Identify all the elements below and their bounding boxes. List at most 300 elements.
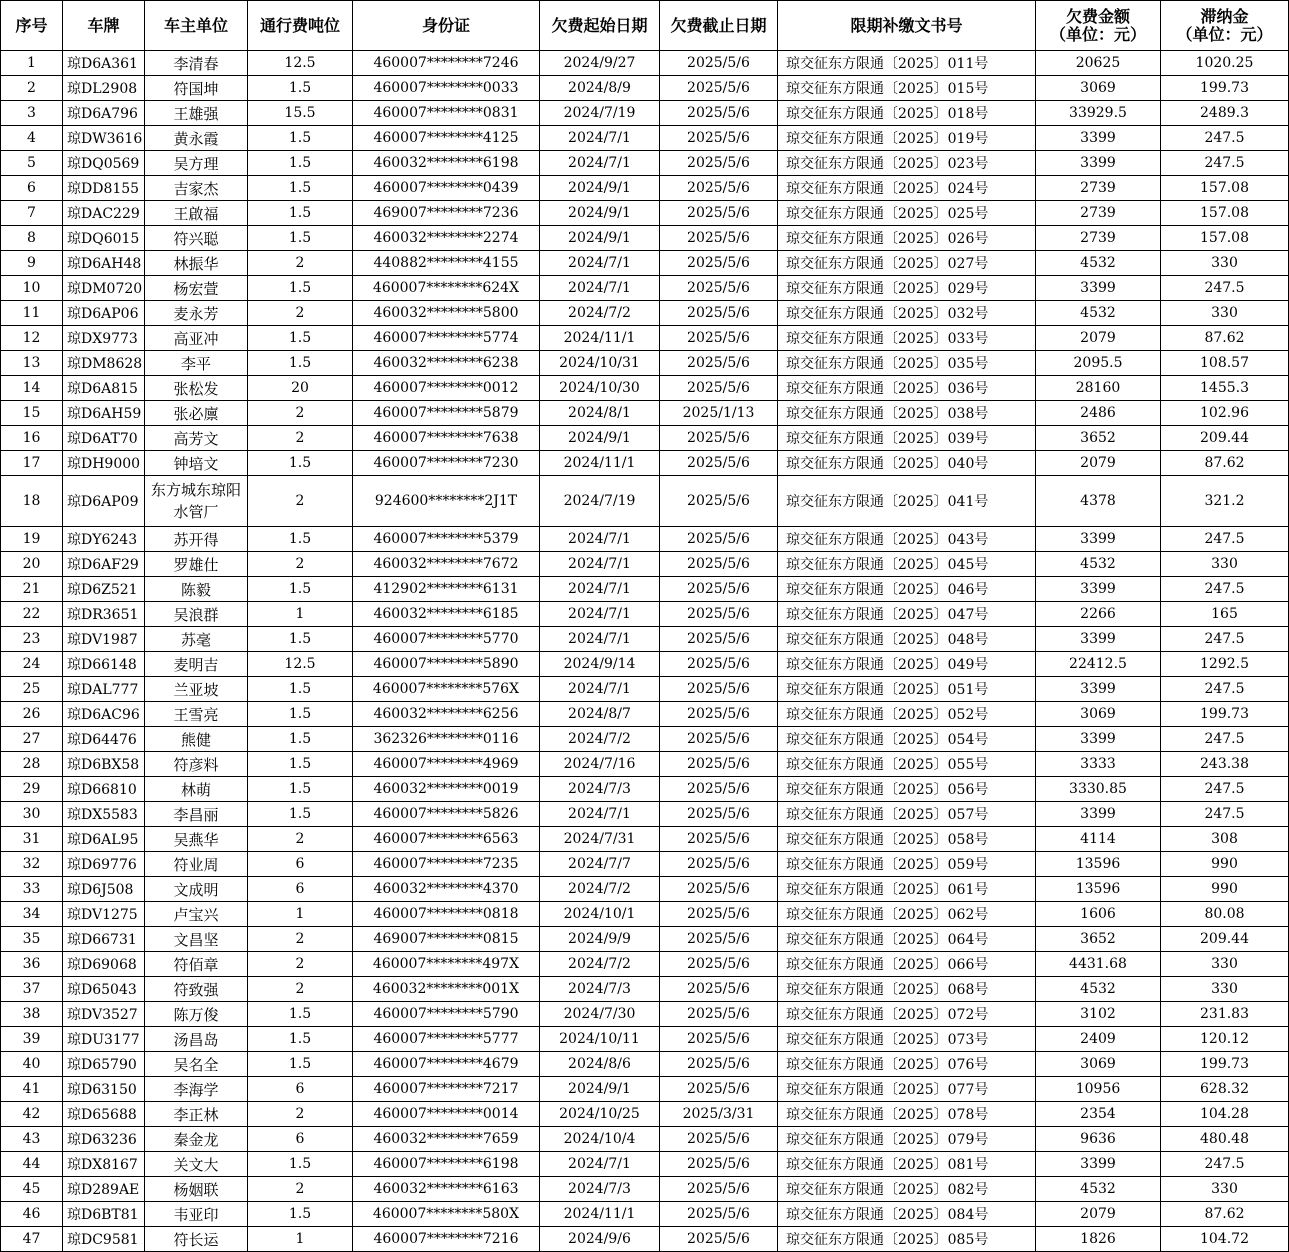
cell-owner: 罗雄仕 [145, 552, 248, 577]
cell-id-number: 460032********5800 [353, 301, 540, 326]
cell-end-date: 2025/5/6 [660, 602, 778, 627]
cell-late-fee: 247.5 [1161, 727, 1289, 752]
cell-doc-number: 琼交征东方限通〔2025〕011号 [778, 51, 1036, 76]
cell-end-date: 2025/5/6 [660, 627, 778, 652]
cell-index: 23 [1, 627, 63, 652]
cell-doc-number: 琼交征东方限通〔2025〕058号 [778, 827, 1036, 852]
cell-doc-number: 琼交征东方限通〔2025〕056号 [778, 777, 1036, 802]
cell-end-date: 2025/5/6 [660, 677, 778, 702]
cell-owner: 钟培文 [145, 451, 248, 476]
cell-doc-number: 琼交征东方限通〔2025〕085号 [778, 1227, 1036, 1252]
table-row [1, 752, 1289, 777]
cell-doc-number: 琼交征东方限通〔2025〕033号 [778, 326, 1036, 351]
cell-arrears-amount: 3399 [1036, 276, 1161, 301]
cell-arrears-amount: 13596 [1036, 877, 1161, 902]
cell-plate: 琼D63236 [63, 1127, 145, 1152]
cell-owner: 韦亚印 [145, 1202, 248, 1227]
cell-end-date: 2025/5/6 [660, 176, 778, 201]
cell-id-number: 460007********6563 [353, 827, 540, 852]
cell-end-date: 2025/5/6 [660, 752, 778, 777]
cell-arrears-amount: 4532 [1036, 977, 1161, 1002]
cell-start-date: 2024/7/3 [540, 977, 660, 1002]
col-header-tonnage: 通行费吨位 [248, 1, 353, 51]
cell-end-date: 2025/5/6 [660, 301, 778, 326]
cell-id-number: 460032********0019 [353, 777, 540, 802]
cell-owner: 符业周 [145, 852, 248, 877]
cell-doc-number: 琼交征东方限通〔2025〕023号 [778, 151, 1036, 176]
cell-plate: 琼DY6243 [63, 527, 145, 552]
cell-id-number: 460032********6185 [353, 602, 540, 627]
cell-arrears-amount: 3069 [1036, 76, 1161, 101]
cell-owner: 高亚冲 [145, 326, 248, 351]
cell-late-fee: 199.73 [1161, 1052, 1289, 1077]
cell-start-date: 2024/10/11 [540, 1027, 660, 1052]
cell-end-date: 2025/5/6 [660, 1127, 778, 1152]
cell-index: 45 [1, 1177, 63, 1202]
table-body [1, 51, 1289, 1252]
cell-late-fee: 247.5 [1161, 627, 1289, 652]
cell-index: 31 [1, 827, 63, 852]
cell-id-number: 460007********5890 [353, 652, 540, 677]
cell-doc-number: 琼交征东方限通〔2025〕025号 [778, 201, 1036, 226]
cell-doc-number: 琼交征东方限通〔2025〕081号 [778, 1152, 1036, 1177]
cell-owner: 陈毅 [145, 577, 248, 602]
cell-owner: 麦明吉 [145, 652, 248, 677]
table-row [1, 1227, 1289, 1252]
cell-end-date: 2025/5/6 [660, 652, 778, 677]
cell-tonnage: 1.5 [248, 326, 353, 351]
cell-index: 20 [1, 552, 63, 577]
cell-owner: 林萌 [145, 777, 248, 802]
cell-tonnage: 2 [248, 251, 353, 276]
cell-owner: 杨宏萱 [145, 276, 248, 301]
cell-arrears-amount: 3399 [1036, 677, 1161, 702]
cell-owner: 王雄强 [145, 101, 248, 126]
table-row [1, 777, 1289, 802]
cell-doc-number: 琼交征东方限通〔2025〕039号 [778, 426, 1036, 451]
cell-arrears-amount: 4378 [1036, 476, 1161, 527]
cell-start-date: 2024/7/3 [540, 777, 660, 802]
cell-end-date: 2025/5/6 [660, 251, 778, 276]
cell-doc-number: 琼交征东方限通〔2025〕057号 [778, 802, 1036, 827]
cell-id-number: 460007********5777 [353, 1027, 540, 1052]
cell-id-number: 440882********4155 [353, 251, 540, 276]
cell-id-number: 469007********0815 [353, 927, 540, 952]
cell-index: 29 [1, 777, 63, 802]
cell-start-date: 2024/7/19 [540, 101, 660, 126]
cell-late-fee: 247.5 [1161, 126, 1289, 151]
table-row [1, 827, 1289, 852]
cell-owner: 吴浪群 [145, 602, 248, 627]
cell-id-number: 460007********7216 [353, 1227, 540, 1252]
cell-plate: 琼D65043 [63, 977, 145, 1002]
cell-arrears-amount: 2079 [1036, 1202, 1161, 1227]
cell-owner: 符彦料 [145, 752, 248, 777]
cell-doc-number: 琼交征东方限通〔2025〕077号 [778, 1077, 1036, 1102]
cell-owner: 李平 [145, 351, 248, 376]
cell-id-number: 460007********0033 [353, 76, 540, 101]
cell-late-fee: 120.12 [1161, 1027, 1289, 1052]
cell-late-fee: 87.62 [1161, 451, 1289, 476]
cell-tonnage: 12.5 [248, 652, 353, 677]
cell-tonnage: 1.5 [248, 176, 353, 201]
cell-owner: 黄永霞 [145, 126, 248, 151]
cell-tonnage: 1.5 [248, 201, 353, 226]
cell-index: 39 [1, 1027, 63, 1052]
cell-start-date: 2024/7/16 [540, 752, 660, 777]
table-row [1, 301, 1289, 326]
cell-owner: 汤昌岛 [145, 1027, 248, 1052]
cell-id-number: 460007********576X [353, 677, 540, 702]
cell-index: 36 [1, 952, 63, 977]
cell-index: 22 [1, 602, 63, 627]
col-header-plate: 车牌 [63, 1, 145, 51]
cell-late-fee: 108.57 [1161, 351, 1289, 376]
cell-tonnage: 1.5 [248, 1152, 353, 1177]
cell-doc-number: 琼交征东方限通〔2025〕082号 [778, 1177, 1036, 1202]
cell-id-number: 460007********4125 [353, 126, 540, 151]
cell-end-date: 2025/5/6 [660, 226, 778, 251]
cell-owner: 陈万俊 [145, 1002, 248, 1027]
cell-start-date: 2024/7/2 [540, 952, 660, 977]
cell-start-date: 2024/10/31 [540, 351, 660, 376]
table-row [1, 577, 1289, 602]
cell-late-fee: 157.08 [1161, 226, 1289, 251]
cell-start-date: 2024/7/2 [540, 877, 660, 902]
cell-index: 16 [1, 426, 63, 451]
cell-late-fee: 308 [1161, 827, 1289, 852]
cell-tonnage: 1.5 [248, 727, 353, 752]
cell-end-date: 2025/1/13 [660, 401, 778, 426]
cell-doc-number: 琼交征东方限通〔2025〕018号 [778, 101, 1036, 126]
table-row [1, 1077, 1289, 1102]
cell-start-date: 2024/9/1 [540, 176, 660, 201]
cell-arrears-amount: 3399 [1036, 727, 1161, 752]
table-row [1, 727, 1289, 752]
cell-late-fee: 330 [1161, 552, 1289, 577]
col-header-doc-number: 限期补缴文书号 [778, 1, 1036, 51]
cell-id-number: 460032********6256 [353, 702, 540, 727]
cell-doc-number: 琼交征东方限通〔2025〕048号 [778, 627, 1036, 652]
table-row [1, 276, 1289, 301]
table-row [1, 151, 1289, 176]
cell-start-date: 2024/9/14 [540, 652, 660, 677]
cell-index: 44 [1, 1152, 63, 1177]
cell-start-date: 2024/7/1 [540, 151, 660, 176]
cell-end-date: 2025/5/6 [660, 351, 778, 376]
cell-end-date: 2025/5/6 [660, 877, 778, 902]
col-header-id: 身份证 [353, 1, 540, 51]
cell-end-date: 2025/3/31 [660, 1102, 778, 1127]
cell-arrears-amount: 2079 [1036, 451, 1161, 476]
cell-index: 6 [1, 176, 63, 201]
cell-doc-number: 琼交征东方限通〔2025〕054号 [778, 727, 1036, 752]
cell-plate: 琼D6AL95 [63, 827, 145, 852]
cell-late-fee: 87.62 [1161, 326, 1289, 351]
table-row [1, 952, 1289, 977]
cell-arrears-amount: 2354 [1036, 1102, 1161, 1127]
cell-plate: 琼DQ0569 [63, 151, 145, 176]
cell-index: 12 [1, 326, 63, 351]
cell-id-number: 460007********0831 [353, 101, 540, 126]
cell-doc-number: 琼交征东方限通〔2025〕024号 [778, 176, 1036, 201]
table-row [1, 802, 1289, 827]
cell-arrears-amount: 4532 [1036, 1177, 1161, 1202]
cell-plate: 琼D65688 [63, 1102, 145, 1127]
cell-tonnage: 12.5 [248, 51, 353, 76]
table-row [1, 1177, 1289, 1202]
cell-doc-number: 琼交征东方限通〔2025〕043号 [778, 527, 1036, 552]
table-row [1, 51, 1289, 76]
cell-start-date: 2024/8/1 [540, 401, 660, 426]
cell-plate: 琼DU3177 [63, 1027, 145, 1052]
cell-end-date: 2025/5/6 [660, 476, 778, 527]
cell-late-fee: 1455.3 [1161, 376, 1289, 401]
cell-late-fee: 247.5 [1161, 527, 1289, 552]
cell-owner: 王雪亮 [145, 702, 248, 727]
cell-owner: 吴燕华 [145, 827, 248, 852]
cell-end-date: 2025/5/6 [660, 1002, 778, 1027]
cell-start-date: 2024/7/3 [540, 1177, 660, 1202]
cell-index: 8 [1, 226, 63, 251]
cell-start-date: 2024/7/31 [540, 827, 660, 852]
cell-end-date: 2025/5/6 [660, 126, 778, 151]
cell-owner: 林振华 [145, 251, 248, 276]
cell-doc-number: 琼交征东方限通〔2025〕079号 [778, 1127, 1036, 1152]
cell-owner: 卢宝兴 [145, 902, 248, 927]
cell-end-date: 2025/5/6 [660, 326, 778, 351]
cell-plate: 琼DX5583 [63, 802, 145, 827]
cell-id-number: 460007********624X [353, 276, 540, 301]
cell-owner: 苏开得 [145, 527, 248, 552]
cell-doc-number: 琼交征东方限通〔2025〕084号 [778, 1202, 1036, 1227]
cell-arrears-amount: 2739 [1036, 226, 1161, 251]
cell-index: 24 [1, 652, 63, 677]
cell-index: 26 [1, 702, 63, 727]
cell-plate: 琼D6A815 [63, 376, 145, 401]
cell-start-date: 2024/9/1 [540, 1077, 660, 1102]
cell-index: 47 [1, 1227, 63, 1252]
cell-id-number: 460032********001X [353, 977, 540, 1002]
cell-arrears-amount: 3330.85 [1036, 777, 1161, 802]
cell-index: 38 [1, 1002, 63, 1027]
cell-id-number: 460007********0014 [353, 1102, 540, 1127]
cell-owner: 符长运 [145, 1227, 248, 1252]
table-row [1, 977, 1289, 1002]
cell-late-fee: 321.2 [1161, 476, 1289, 527]
cell-end-date: 2025/5/6 [660, 977, 778, 1002]
cell-end-date: 2025/5/6 [660, 1177, 778, 1202]
cell-start-date: 2024/7/1 [540, 602, 660, 627]
cell-arrears-amount: 2095.5 [1036, 351, 1161, 376]
cell-id-number: 460007********5879 [353, 401, 540, 426]
cell-doc-number: 琼交征东方限通〔2025〕029号 [778, 276, 1036, 301]
cell-plate: 琼DX9773 [63, 326, 145, 351]
cell-owner: 秦金龙 [145, 1127, 248, 1152]
table-row [1, 702, 1289, 727]
table-row [1, 552, 1289, 577]
cell-plate: 琼D6J508 [63, 877, 145, 902]
cell-plate: 琼D6AH59 [63, 401, 145, 426]
cell-tonnage: 1.5 [248, 151, 353, 176]
cell-arrears-amount: 3069 [1036, 1052, 1161, 1077]
cell-tonnage: 2 [248, 977, 353, 1002]
cell-owner: 吉家杰 [145, 176, 248, 201]
cell-owner: 吴方理 [145, 151, 248, 176]
cell-doc-number: 琼交征东方限通〔2025〕076号 [778, 1052, 1036, 1077]
cell-id-number: 362326********0116 [353, 727, 540, 752]
cell-plate: 琼D6AT70 [63, 426, 145, 451]
cell-tonnage: 2 [248, 1177, 353, 1202]
cell-plate: 琼DX8167 [63, 1152, 145, 1177]
cell-arrears-amount: 4114 [1036, 827, 1161, 852]
cell-arrears-amount: 2739 [1036, 176, 1161, 201]
cell-late-fee: 157.08 [1161, 201, 1289, 226]
cell-start-date: 2024/9/6 [540, 1227, 660, 1252]
table-row [1, 1002, 1289, 1027]
cell-plate: 琼D6AH48 [63, 251, 145, 276]
cell-owner: 高芳文 [145, 426, 248, 451]
cell-start-date: 2024/9/1 [540, 201, 660, 226]
cell-doc-number: 琼交征东方限通〔2025〕035号 [778, 351, 1036, 376]
cell-end-date: 2025/5/6 [660, 1077, 778, 1102]
cell-index: 34 [1, 902, 63, 927]
cell-end-date: 2025/5/6 [660, 952, 778, 977]
cell-index: 17 [1, 451, 63, 476]
table-row [1, 101, 1289, 126]
cell-tonnage: 1.5 [248, 1027, 353, 1052]
cell-arrears-amount: 2486 [1036, 401, 1161, 426]
cell-id-number: 460007********7246 [353, 51, 540, 76]
cell-owner: 张松发 [145, 376, 248, 401]
cell-late-fee: 104.72 [1161, 1227, 1289, 1252]
cell-arrears-amount: 33929.5 [1036, 101, 1161, 126]
cell-doc-number: 琼交征东方限通〔2025〕045号 [778, 552, 1036, 577]
cell-arrears-amount: 3102 [1036, 1002, 1161, 1027]
cell-plate: 琼DW3616 [63, 126, 145, 151]
cell-tonnage: 1.5 [248, 702, 353, 727]
table-row [1, 852, 1289, 877]
cell-id-number: 460007********0012 [353, 376, 540, 401]
cell-tonnage: 1.5 [248, 76, 353, 101]
cell-id-number: 460007********0818 [353, 902, 540, 927]
cell-tonnage: 6 [248, 877, 353, 902]
cell-late-fee: 199.73 [1161, 702, 1289, 727]
cell-start-date: 2024/7/1 [540, 126, 660, 151]
cell-end-date: 2025/5/6 [660, 827, 778, 852]
cell-tonnage: 1.5 [248, 677, 353, 702]
cell-plate: 琼D6A361 [63, 51, 145, 76]
cell-start-date: 2024/9/9 [540, 927, 660, 952]
cell-arrears-amount: 4532 [1036, 251, 1161, 276]
cell-id-number: 460032********7659 [353, 1127, 540, 1152]
cell-plate: 琼DV1987 [63, 627, 145, 652]
cell-index: 2 [1, 76, 63, 101]
cell-doc-number: 琼交征东方限通〔2025〕041号 [778, 476, 1036, 527]
cell-start-date: 2024/9/27 [540, 51, 660, 76]
cell-tonnage: 6 [248, 1127, 353, 1152]
cell-arrears-amount: 3399 [1036, 1152, 1161, 1177]
col-header-index: 序号 [1, 1, 63, 51]
header-row [1, 1, 1289, 51]
cell-late-fee: 2489.3 [1161, 101, 1289, 126]
cell-tonnage: 1.5 [248, 752, 353, 777]
cell-arrears-amount: 3399 [1036, 527, 1161, 552]
cell-doc-number: 琼交征东方限通〔2025〕068号 [778, 977, 1036, 1002]
cell-start-date: 2024/7/1 [540, 527, 660, 552]
cell-late-fee: 247.5 [1161, 777, 1289, 802]
cell-end-date: 2025/5/6 [660, 101, 778, 126]
cell-id-number: 460032********6238 [353, 351, 540, 376]
cell-id-number: 460007********580X [353, 1202, 540, 1227]
cell-id-number: 460007********0439 [353, 176, 540, 201]
cell-doc-number: 琼交征东方限通〔2025〕052号 [778, 702, 1036, 727]
cell-id-number: 460032********2274 [353, 226, 540, 251]
cell-tonnage: 1 [248, 602, 353, 627]
cell-doc-number: 琼交征东方限通〔2025〕073号 [778, 1027, 1036, 1052]
cell-id-number: 460007********7230 [353, 451, 540, 476]
cell-end-date: 2025/5/6 [660, 527, 778, 552]
cell-tonnage: 1.5 [248, 226, 353, 251]
cell-plate: 琼D6AC96 [63, 702, 145, 727]
cell-start-date: 2024/7/19 [540, 476, 660, 527]
cell-start-date: 2024/10/25 [540, 1102, 660, 1127]
cell-plate: 琼D6A796 [63, 101, 145, 126]
cell-owner: 李正林 [145, 1102, 248, 1127]
cell-arrears-amount: 3333 [1036, 752, 1161, 777]
cell-end-date: 2025/5/6 [660, 727, 778, 752]
cell-start-date: 2024/10/1 [540, 902, 660, 927]
cell-late-fee: 990 [1161, 877, 1289, 902]
cell-start-date: 2024/7/2 [540, 727, 660, 752]
cell-tonnage: 1.5 [248, 777, 353, 802]
cell-id-number: 460007********5770 [353, 627, 540, 652]
cell-doc-number: 琼交征东方限通〔2025〕072号 [778, 1002, 1036, 1027]
cell-late-fee: 330 [1161, 251, 1289, 276]
cell-owner: 杨姻联 [145, 1177, 248, 1202]
col-header-start-date: 欠费起始日期 [540, 1, 660, 51]
cell-owner: 文昌坚 [145, 927, 248, 952]
cell-plate: 琼D63150 [63, 1077, 145, 1102]
cell-late-fee: 199.73 [1161, 76, 1289, 101]
cell-index: 18 [1, 476, 63, 527]
cell-late-fee: 247.5 [1161, 1152, 1289, 1177]
cell-late-fee: 165 [1161, 602, 1289, 627]
cell-doc-number: 琼交征东方限通〔2025〕027号 [778, 251, 1036, 276]
cell-id-number: 460007********4679 [353, 1052, 540, 1077]
cell-index: 27 [1, 727, 63, 752]
table-row [1, 627, 1289, 652]
cell-id-number: 460007********5774 [353, 326, 540, 351]
cell-doc-number: 琼交征东方限通〔2025〕046号 [778, 577, 1036, 602]
table-row [1, 476, 1289, 527]
cell-arrears-amount: 3399 [1036, 577, 1161, 602]
cell-late-fee: 209.44 [1161, 426, 1289, 451]
cell-tonnage: 2 [248, 476, 353, 527]
cell-index: 3 [1, 101, 63, 126]
cell-plate: 琼DL2908 [63, 76, 145, 101]
cell-plate: 琼DH9000 [63, 451, 145, 476]
cell-owner: 李清春 [145, 51, 248, 76]
cell-index: 11 [1, 301, 63, 326]
table-row [1, 902, 1289, 927]
cell-start-date: 2024/11/1 [540, 1202, 660, 1227]
cell-end-date: 2025/5/6 [660, 927, 778, 952]
cell-tonnage: 2 [248, 827, 353, 852]
cell-tonnage: 1.5 [248, 577, 353, 602]
cell-index: 21 [1, 577, 63, 602]
cell-tonnage: 2 [248, 401, 353, 426]
